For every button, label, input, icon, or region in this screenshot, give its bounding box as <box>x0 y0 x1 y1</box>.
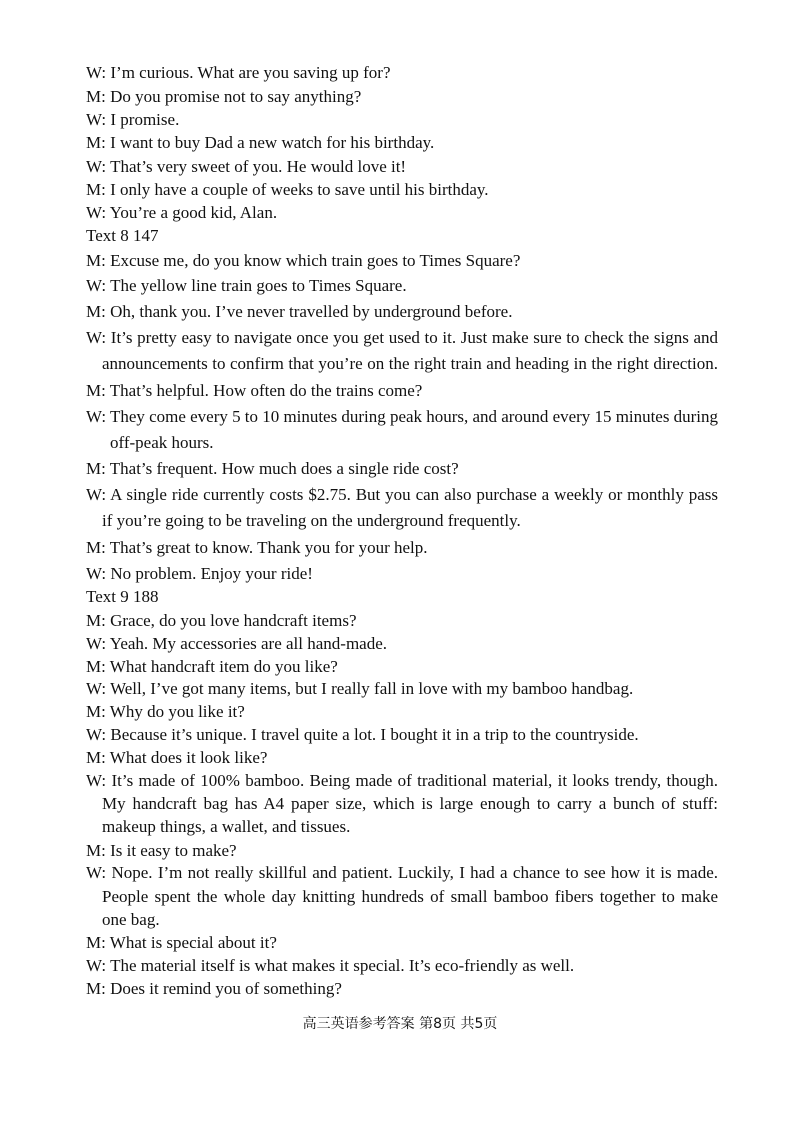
transcript-line-text: if you’re going to be traveling on the underground frequently. <box>102 511 521 530</box>
transcript-line-text: W: Yeah. My accessories are all hand-made. <box>86 634 388 653</box>
transcript-line-text: Text 9 188 <box>86 587 159 606</box>
transcript-line-text: M: Do you promise not to say anything? <box>86 87 362 106</box>
transcript-line-text: M: Grace, do you love handcraft items? <box>86 611 357 630</box>
transcript-line-text: W: You’re a good kid, Alan. <box>86 203 278 222</box>
transcript-line-text: W: I’m curious. What are you saving up for? <box>86 63 391 82</box>
transcript-line-text: announcements to confirm that you’re on the right train and heading in the right direction. <box>102 354 718 373</box>
transcript-line-text: M: Is it easy to make? <box>86 841 237 860</box>
transcript-line-text: M: Does it remind you of something? <box>86 979 342 998</box>
transcript-line-text: People spent the whole day knitting hundreds of small bamboo fibers together to make <box>102 887 718 906</box>
transcript-line-text: My handcraft bag has A4 paper size, which is large enough to carry a bunch of stuff: <box>102 794 718 813</box>
transcript-line-text: Text 8 147 <box>86 226 159 245</box>
transcript-line-text: W: Nope. I’m not really skillful and patient. Luckily, I had a chance to see how it is made. <box>86 863 718 882</box>
transcript-line-text: off-peak hours. <box>110 433 214 452</box>
transcript-line-text: makeup things, a wallet, and tissues. <box>102 817 351 836</box>
transcript-line-text: W: They come every 5 to 10 minutes during peak hours, and around every 15 minutes during <box>86 407 718 426</box>
transcript-line-text: W: I promise. <box>86 110 180 129</box>
transcript-line-text: M: I only have a couple of weeks to save until his birthday. <box>86 180 489 199</box>
page-footer: 高三英语参考答案 第8页 共5页 <box>302 1016 498 1032</box>
transcript-line-text: W: A single ride currently costs $2.75. But you can also purchase a weekly or monthly pass <box>86 485 718 504</box>
transcript-line-text: W: It’s pretty easy to navigate once you get used to it. Just make sure to check the signs and <box>86 328 718 347</box>
transcript-line-text: W: Well, I’ve got many items, but I really fall in love with my bamboo handbag. <box>86 679 634 698</box>
transcript-line-text: W: Because it’s unique. I travel quite a lot. I bought it in a trip to the countryside. <box>86 725 639 744</box>
transcript-line-text: W: The material itself is what makes it special. It’s eco-friendly as well. <box>86 956 575 975</box>
transcript-line-text: M: What is special about it? <box>86 933 277 952</box>
transcript-line-text: M: Why do you like it? <box>86 702 245 721</box>
transcript-line-text: M: What handcraft item do you like? <box>86 657 338 676</box>
transcript-line-text: M: I want to buy Dad a new watch for his birthday. <box>86 133 435 152</box>
transcript-line-text: M: That’s great to know. Thank you for your help. <box>86 538 428 557</box>
transcript-line-text: M: Excuse me, do you know which train goes to Times Square? <box>86 251 521 270</box>
transcript-line-text: W: That’s very sweet of you. He would love it! <box>86 157 407 176</box>
transcript-line-text: M: Oh, thank you. I’ve never travelled by underground before. <box>86 302 513 321</box>
transcript-line-text: W: It’s made of 100% bamboo. Being made of traditional material, it looks trendy, though. <box>86 771 718 790</box>
transcript-line-text: W: No problem. Enjoy your ride! <box>86 564 313 583</box>
transcript-line-text: M: What does it look like? <box>86 748 268 767</box>
transcript-line-text: M: That’s helpful. How often do the trains come? <box>86 381 423 400</box>
transcript-line-text: M: That’s frequent. How much does a single ride cost? <box>86 459 459 478</box>
transcript-line-text: W: The yellow line train goes to Times Square. <box>86 276 407 295</box>
transcript-line-text: one bag. <box>102 910 160 929</box>
